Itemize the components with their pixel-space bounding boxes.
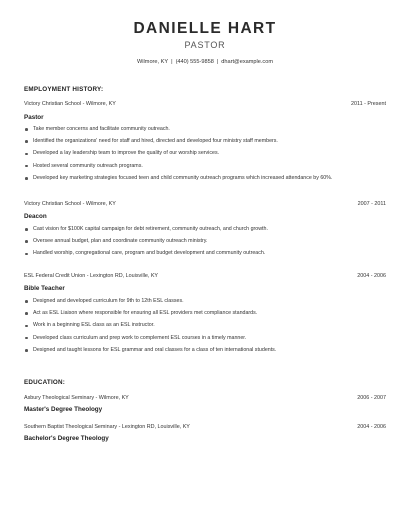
job-entry <box>24 273 386 359</box>
degree: Bachelor's Degree Theology <box>24 435 109 442</box>
education-section <box>24 379 386 386</box>
candidate-title: PASTOR <box>184 40 226 50</box>
contact-phone: (440) 555-9858 <box>175 59 214 65</box>
job-org: Victory Christian School - Wilmore, KY <box>24 201 116 207</box>
employment-heading: EMPLOYMENT HISTORY: <box>24 86 104 93</box>
job-dates: 2011 - Present <box>351 101 386 107</box>
job-dates: 2004 - 2006 <box>357 273 386 279</box>
school-line <box>24 395 386 403</box>
school-name: Southern Baptist Theological Seminary - Lexington RD, Louisville, KY <box>24 424 190 430</box>
list-item: Work in a beginning ESL class as an ESL instructor. <box>24 322 386 334</box>
contact-location: Wilmore, KY <box>137 59 169 65</box>
list-item: Designed and taught lessons for ESL grammar and oral classes for a class of ten international students. <box>24 347 386 359</box>
job-bullets <box>24 226 386 263</box>
employment-section <box>24 86 386 93</box>
list-item: Hosted several community outreach programs. <box>24 163 386 175</box>
job-role: Pastor <box>24 114 44 121</box>
list-item: Developed a lay leadership team to improve the quality of our worship services. <box>24 150 386 162</box>
degree: Master's Degree Theology <box>24 406 103 413</box>
candidate-name: DANIELLE HART <box>133 20 277 37</box>
job-bullets <box>24 126 386 187</box>
contact-separator: | <box>171 59 173 65</box>
contact-line <box>0 59 410 65</box>
job-org: ESL Federal Credit Union - Lexington RD, Louisville, KY <box>24 273 159 279</box>
job-org-line <box>24 101 386 109</box>
list-item: Act as ESL Liaison where responsible for ensuring all ESL providers met compliance standards. <box>24 310 386 322</box>
list-item: Designed and developed curriculum for 9th to 12th ESL classes. <box>24 298 386 310</box>
list-item: Cast vision for $100K capital campaign for debt retirement, community outreach, and church growth. <box>24 226 386 238</box>
school-line <box>24 424 386 432</box>
list-item: Developed key marketing strategies focused teen and child community outreach programs which increased attendance by 60%. <box>24 175 386 187</box>
job-bullets <box>24 298 386 359</box>
job-org: Victory Christian School - Wilmore, KY <box>24 101 116 107</box>
school-dates: 2006 - 2007 <box>357 395 386 401</box>
school-dates: 2004 - 2006 <box>357 424 386 430</box>
job-entry <box>24 201 386 263</box>
list-item: Handled worship, congregational care, program and budget development and community outreach. <box>24 250 386 262</box>
job-role: Bible Teacher <box>24 285 65 292</box>
job-dates: 2007 - 2011 <box>357 201 386 207</box>
list-item: Take member concerns and facilitate community outreach. <box>24 126 386 138</box>
education-entry <box>24 395 386 413</box>
contact-separator: | <box>216 59 219 65</box>
job-entry <box>24 101 386 187</box>
job-org-line <box>24 273 386 281</box>
list-item: Oversee annual budget, plan and coordinate community outreach ministry. <box>24 238 386 250</box>
education-heading: EDUCATION: <box>24 379 66 386</box>
education-entry <box>24 424 386 442</box>
list-item: Identified the organizations' need for staff and hired, directed and developed four ministry staff members. <box>24 138 386 150</box>
job-org-line <box>24 201 386 209</box>
job-role: Deacon <box>24 213 47 220</box>
contact-email[interactable]: dhart@example.com <box>221 59 273 65</box>
list-item: Developed class curriculum and prep work to complement ESL courses in a timely manner. <box>24 335 386 347</box>
school-name: Asbury Theological Seminary - Wilmore, KY <box>24 395 129 401</box>
